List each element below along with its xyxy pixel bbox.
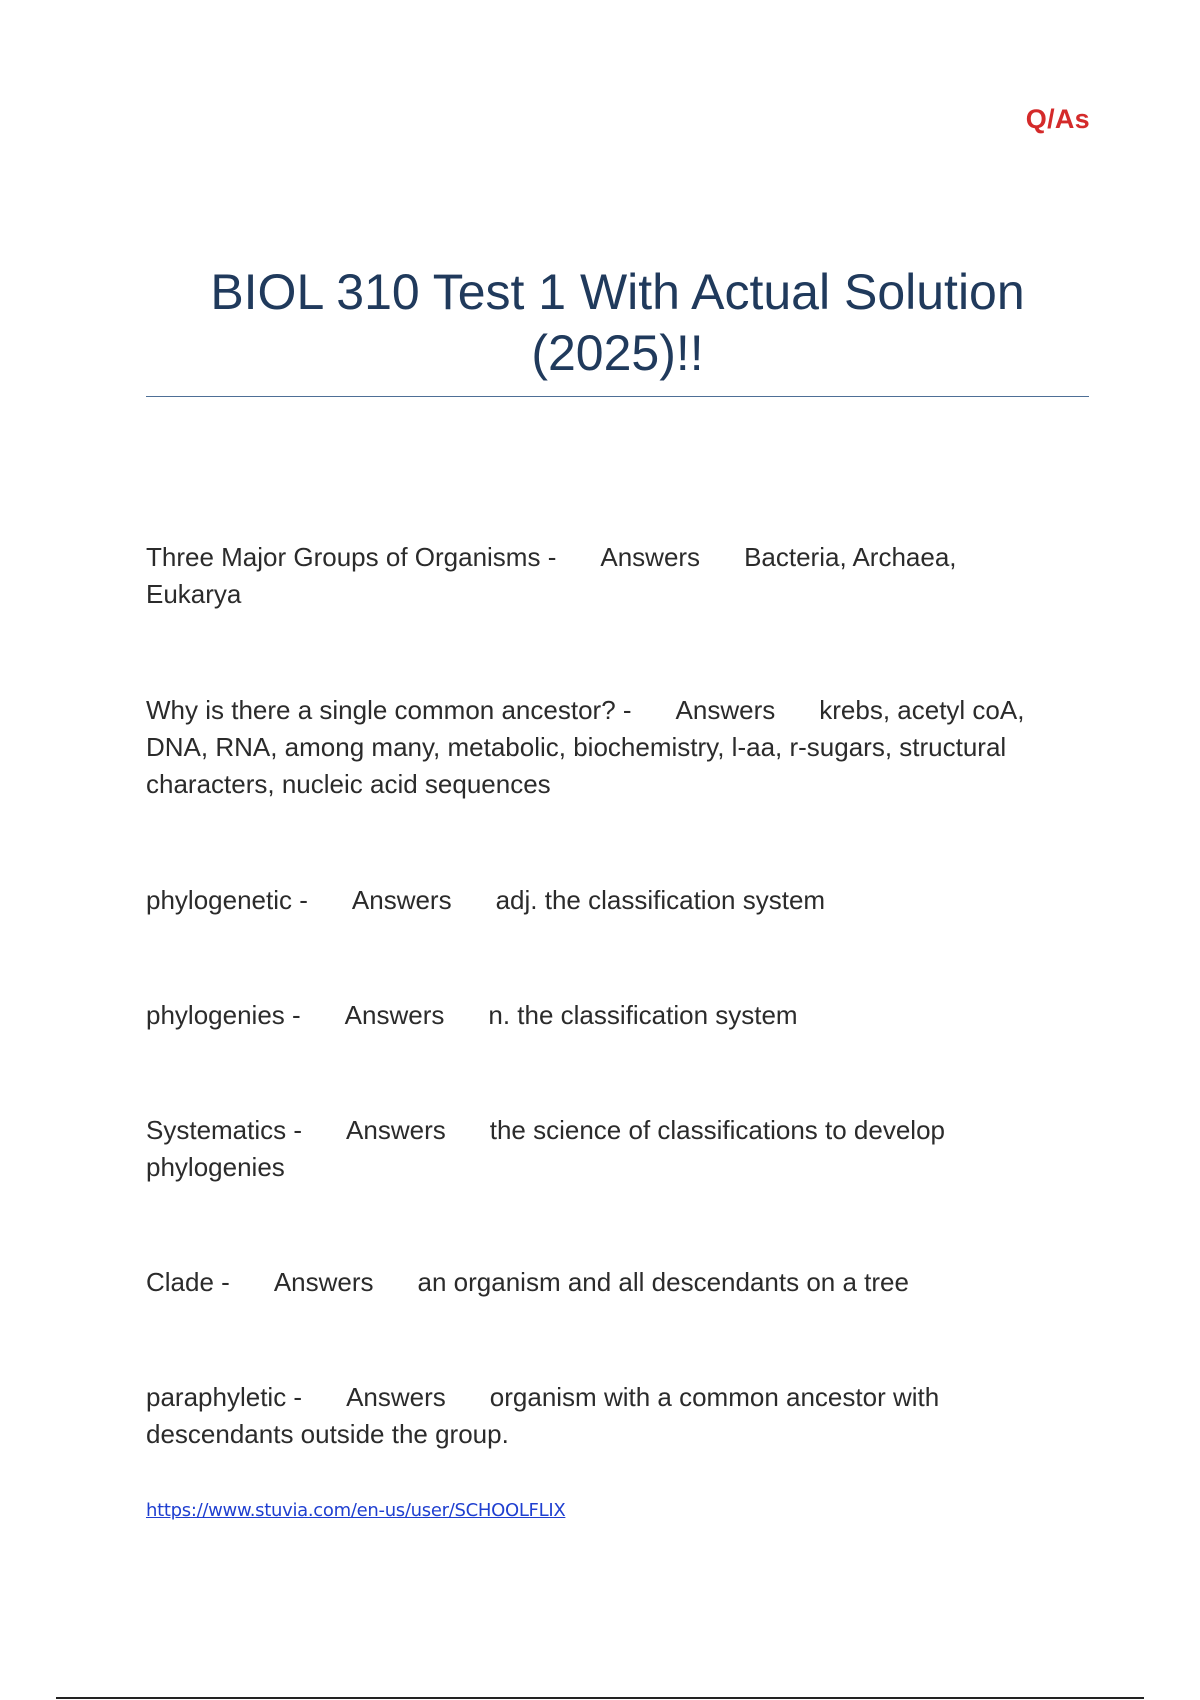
qa-term: paraphyletic -	[146, 1382, 303, 1412]
footer-rule	[56, 1697, 1144, 1699]
qa-item	[146, 692, 1046, 803]
qa-answer: an organism and all descendants on a tree	[417, 1267, 909, 1297]
qa-answer: adj. the classification system	[495, 885, 826, 915]
qa-answer: Bacteria, Archaea, Eukarya	[146, 542, 957, 609]
qa-term: Three Major Groups of Organisms -	[146, 542, 557, 572]
qa-answers-label: Answers	[351, 885, 452, 915]
qa-term: Clade -	[146, 1267, 230, 1297]
title-line-2: (2025)!!	[531, 325, 704, 381]
qa-term: phylogenetic -	[146, 885, 308, 915]
qa-item	[146, 882, 1046, 919]
qa-term: phylogenies -	[146, 1000, 301, 1030]
qa-answers-label: Answers	[346, 1382, 446, 1412]
qa-item	[146, 1112, 1046, 1186]
title-line-1: BIOL 310 Test 1 With Actual Solution	[210, 264, 1025, 320]
qa-answers-label: Answers	[273, 1267, 374, 1297]
qa-answer: krebs, acetyl coA, DNA, RNA, among many, metabolic, biochemistry, l-aa, r-sugars, structural characters, nucleic acid sequences	[146, 695, 1025, 799]
qa-item	[146, 539, 1046, 613]
qa-item	[146, 997, 1046, 1034]
qa-answers-label: Answers	[675, 695, 776, 725]
qa-item	[146, 1379, 1046, 1453]
qa-answers-label: Answers	[346, 1115, 446, 1145]
qa-answers-label: Answers	[344, 1000, 445, 1030]
qa-answer: organism with a common ancestor with descendants outside the group.	[146, 1382, 940, 1449]
qa-answer: n. the classification system	[488, 1000, 798, 1030]
qa-term: Systematics -	[146, 1115, 303, 1145]
document-title	[146, 262, 1089, 384]
qa-header-tag: Q/As	[1025, 104, 1090, 134]
qa-term: Why is there a single common ancestor? -	[146, 695, 632, 725]
qa-item	[146, 1264, 1046, 1301]
title-underline	[146, 396, 1089, 397]
source-link[interactable]: https://www.stuvia.com/en-us/user/SCHOOLFLIX	[146, 1500, 566, 1521]
qa-answers-label: Answers	[600, 542, 701, 572]
qa-answer: the science of classifications to develop phylogenies	[146, 1115, 945, 1182]
